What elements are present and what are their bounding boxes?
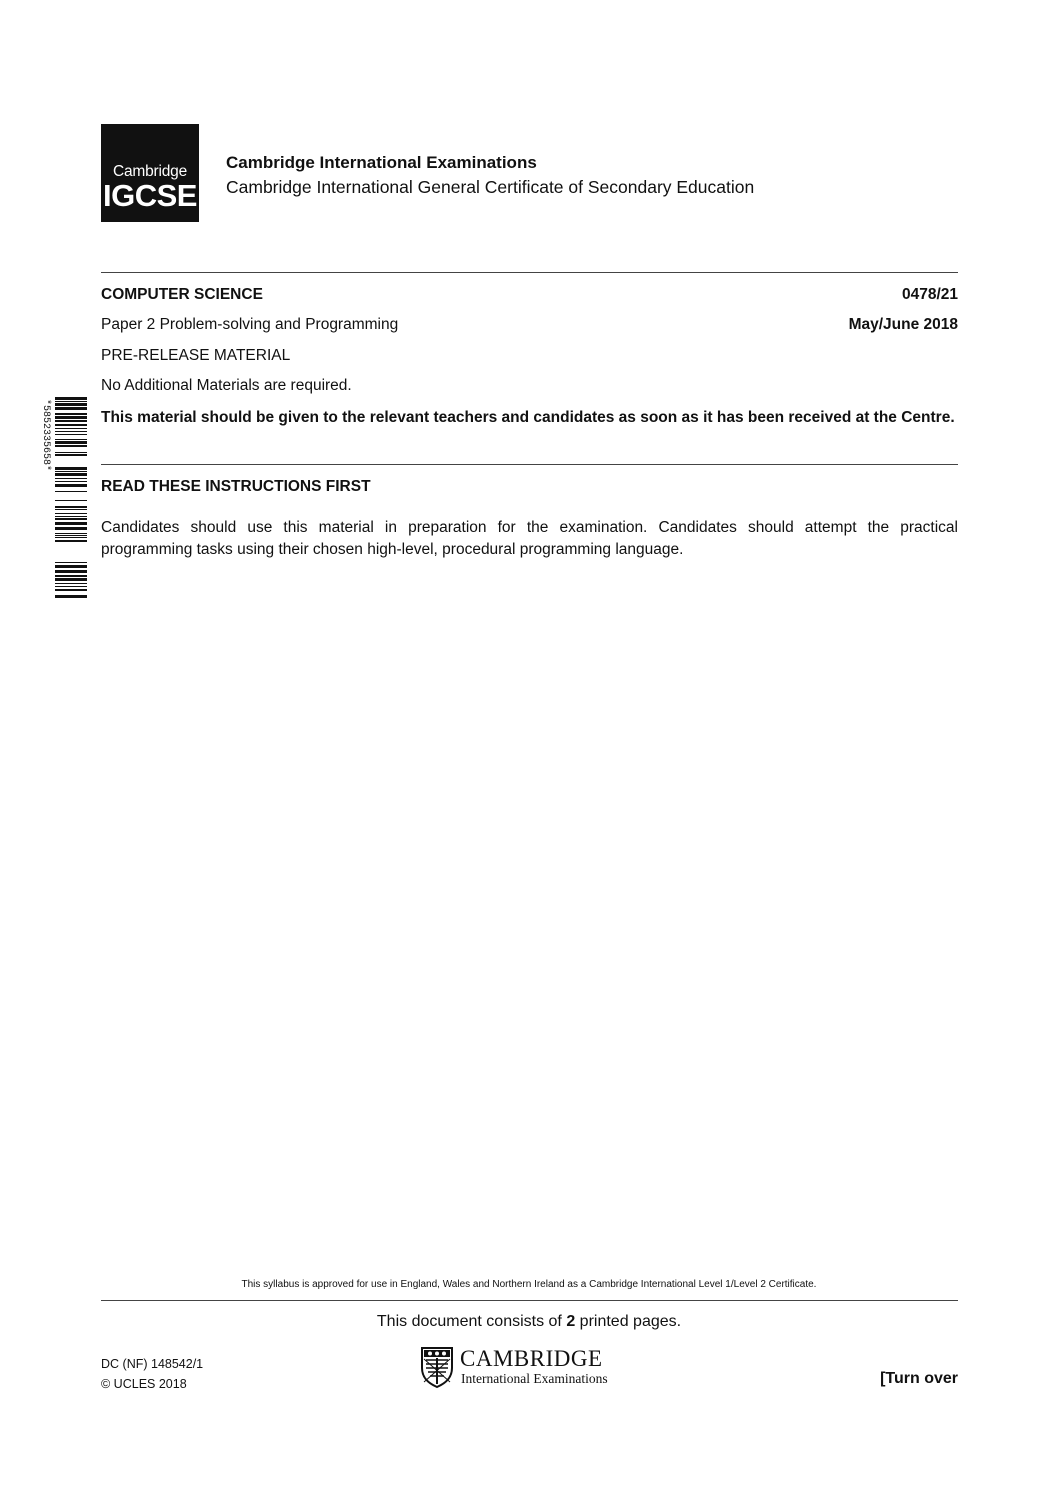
board-name: Cambridge International Examinations <box>226 153 537 172</box>
barcode-digits: *5852335658* <box>40 399 51 472</box>
logo-line-cambridge: Cambridge <box>112 163 187 180</box>
page-count-prefix: This document consists of <box>376 1313 567 1330</box>
instructions-body: Candidates should use this material in preparation for the examination. Candidates should attempt the practical programming tasks using their chosen high-level, procedural programming language. <box>101 519 958 558</box>
cambridge-logo <box>420 1346 630 1390</box>
divider-footer <box>101 1300 958 1301</box>
page-count-suffix: printed pages. <box>575 1313 682 1330</box>
copyright: © UCLES 2018 <box>101 1377 187 1391</box>
distribution-note: This material should be given to the relevant teachers and candidates as soon as it has been received at the Centre. <box>101 409 955 426</box>
materials-note: No Additional Materials are required. <box>101 377 352 394</box>
exam-session: May/June 2018 <box>848 316 958 333</box>
syllabus-approval-note: This syllabus is approved for use in England, Wales and Northern Ireland as a Cambridge International Level 1/Level 2 Certificate. <box>241 1279 817 1290</box>
instructions-heading: READ THESE INSTRUCTIONS FIRST <box>101 478 371 495</box>
subject-title: COMPUTER SCIENCE <box>101 286 263 303</box>
certificate-name: Cambridge International General Certificate of Secondary Education <box>226 177 755 197</box>
logo-line-igcse: IGCSE <box>103 178 197 213</box>
paper-title: Paper 2 Problem-solving and Programming <box>101 316 399 333</box>
candidate-barcode <box>42 397 87 601</box>
divider-middle <box>101 464 958 465</box>
page-count-number: 2 <box>566 1313 576 1330</box>
cambridge-wordmark: CAMBRIDGE <box>460 1346 603 1371</box>
page-count-note <box>0 1313 1058 1331</box>
turn-over: [Turn over <box>880 1370 958 1387</box>
divider-top <box>101 272 958 273</box>
document-reference <box>101 1354 203 1394</box>
syllabus-code: 0478/21 <box>901 286 958 303</box>
igcse-logo <box>101 124 199 222</box>
material-type: PRE-RELEASE MATERIAL <box>101 347 291 364</box>
ref-code: DC (NF) 148542/1 <box>101 1357 204 1371</box>
cambridge-subtitle: International Examinations <box>461 1371 608 1386</box>
cambridge-crest-icon <box>420 1346 454 1388</box>
